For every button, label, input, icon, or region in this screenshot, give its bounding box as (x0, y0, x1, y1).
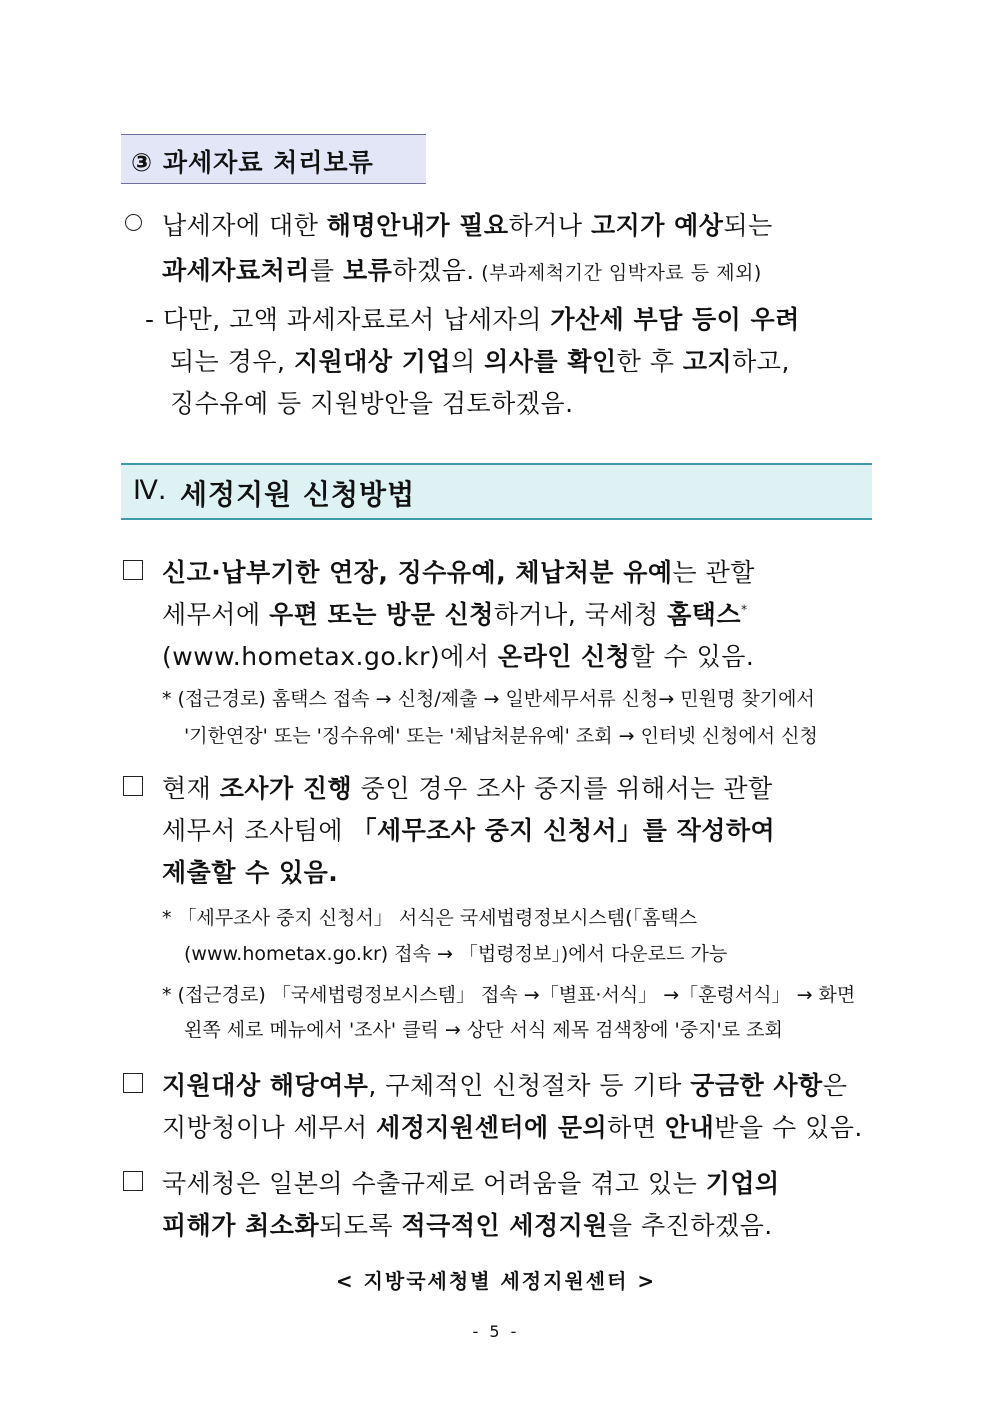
text-run: 는 관할 (672, 558, 755, 587)
s4-p1-line2 (162, 595, 871, 631)
text-run: '기한연장' 또는 '징수유예' 또는 '체납처분유예' 조회 → 인터넷 신청에서 신청 (184, 725, 818, 747)
text-run: 되는 (723, 211, 773, 240)
checkbox-bullet-icon (123, 560, 143, 580)
bold-text-run: 우편 또는 방문 신청 (269, 600, 494, 629)
bold-text-run: 해명안내가 필요 (326, 211, 509, 240)
s4-p2-note1 (162, 903, 871, 930)
s4-p2-line3 (162, 853, 338, 889)
s4-p2-note2 (184, 939, 727, 966)
text-run: 을 추진하겠음. (607, 1211, 773, 1240)
text-run: 현재 (162, 774, 220, 803)
bold-text-run: 온라인 신청 (497, 642, 631, 671)
bold-text-run: 의사를 확인 (484, 347, 617, 376)
text-run: 왼쪽 세로 메뉴에서 '조사' 클릭 → 상단 서식 제목 검색창에 '중지'로 조회 (184, 1019, 783, 1041)
bold-text-run: 고지가 예상 (590, 211, 724, 240)
bold-text-run: 제출할 수 있음. (162, 858, 339, 887)
bold-text-run: 「세무조사 중지 신청서」를 작성하여 (351, 816, 776, 845)
bold-text-run: 기업의 (705, 1169, 780, 1198)
text-run: - 다만, 고액 과세자료로서 납세자의 (145, 305, 551, 334)
s4-p4-line2 (162, 1206, 773, 1242)
s4-p3-line1 (162, 1066, 871, 1102)
s4-p2-note4 (184, 1015, 871, 1042)
s4-p1-line3 (162, 637, 754, 673)
circle-bullet-icon (125, 214, 142, 231)
s3-p2-line3 (170, 384, 574, 420)
s4-p2-line2 (162, 811, 871, 847)
bold-text-run: 지원대상 기업 (293, 347, 452, 376)
text-run: 세무서에 (162, 600, 270, 629)
text-run: 중인 경우 조사 중지를 위해서는 관할 (352, 774, 773, 803)
s4-p1-note1 (162, 684, 871, 711)
text-run: 납세자에 대한 (162, 211, 327, 240)
s4-p1-line1 (162, 553, 871, 589)
text-run: * (접근경로) 「국세법령정보시스템」 접속 →「별표·서식」 →「훈령서식」 → 화면 (162, 984, 856, 1006)
table-caption: < 지방국세청별 세정지원센터 > (335, 1269, 657, 1293)
section-4-title: 세정지원 신청방법 (180, 478, 416, 511)
bold-text-run: 보류 (343, 256, 393, 285)
text-run: 세무서 조사팀에 (162, 816, 352, 845)
bold-text-run: 고지 (682, 347, 733, 376)
bold-text-run: 안내 (664, 1113, 715, 1142)
text-run: 한 후 (616, 347, 683, 376)
s3-p2-line2 (170, 342, 871, 378)
section-4-number: Ⅳ. (133, 475, 167, 506)
text-run: 하겠음. (392, 256, 475, 285)
text-run: * (741, 602, 748, 617)
bold-text-run: 피해가 최소화 (162, 1211, 320, 1240)
text-run: (www.hometax.go.kr) 접속 → 「법령정보」)에서 다운로드 가능 (184, 943, 728, 965)
text-run: 의 (451, 347, 485, 376)
bold-text-run: 지원대상 해당여부 (162, 1071, 369, 1100)
text-run: 를 (309, 256, 344, 285)
text-run: (부과제척기간 임박자료 등 제외) (474, 262, 762, 284)
checkbox-bullet-icon (123, 1073, 143, 1093)
s4-p2-note3 (162, 980, 871, 1007)
s3-p1-line2 (162, 251, 762, 287)
bold-text-run: 궁금한 사항 (690, 1071, 823, 1100)
text-run: 지방청이나 세무서 (162, 1113, 377, 1142)
s4-p4-line1 (162, 1164, 871, 1200)
section-3-title: ③ 과세자료 처리보류 (131, 148, 374, 177)
text-run: 징수유예 등 지원방안을 검토하겠음. (170, 389, 574, 418)
s3-p1-line1 (162, 206, 871, 242)
s4-p1-note2 (184, 721, 871, 748)
bold-text-run: 홈택스 (667, 600, 742, 629)
text-run: 하거나 (508, 211, 591, 240)
bold-text-run: 세정지원센터에 문의 (376, 1113, 608, 1142)
bold-text-run: 신고·납부기한 연장, 징수유예, 체납처분 유예 (162, 558, 673, 587)
bold-text-run: 조사가 진행 (219, 774, 353, 803)
s4-p3-line2 (162, 1108, 863, 1144)
text-run: 국세청은 일본의 수출규제로 어려움을 겪고 있는 (162, 1169, 706, 1198)
text-run: 받을 수 있음. (714, 1113, 863, 1142)
page-number: - 5 - (472, 1322, 520, 1341)
text-run: 되도록 (319, 1211, 402, 1240)
text-run: , 구체적인 신청절차 등 기타 (368, 1071, 691, 1100)
s4-p2-line1 (162, 769, 871, 805)
text-run: 되는 경우, (170, 347, 294, 376)
text-run: 하면 (607, 1113, 665, 1142)
checkbox-bullet-icon (123, 1171, 143, 1191)
text-run: * (접근경로) 홈택스 접속 → 신청/제출 → 일반세무서류 신청→ 민원명 찾기에서 (162, 688, 815, 710)
text-run: 하거나, 국세청 (493, 600, 668, 629)
checkbox-bullet-icon (123, 776, 143, 796)
text-run: * 「세무조사 중지 신청서」 서식은 국세법령정보시스템(「홈택스 (162, 907, 698, 929)
text-run: 하고, (732, 347, 790, 376)
text-run: 은 (822, 1071, 848, 1100)
text-run: (www.hometax.go.kr)에서 (162, 642, 498, 671)
bold-text-run: 과세자료처리 (162, 256, 310, 285)
bold-text-run: 가산세 부담 등이 우려 (550, 305, 800, 334)
s3-p2-line1 (145, 300, 871, 336)
text-run: 할 수 있음. (630, 642, 755, 671)
bold-text-run: 적극적인 세정지원 (401, 1211, 608, 1240)
